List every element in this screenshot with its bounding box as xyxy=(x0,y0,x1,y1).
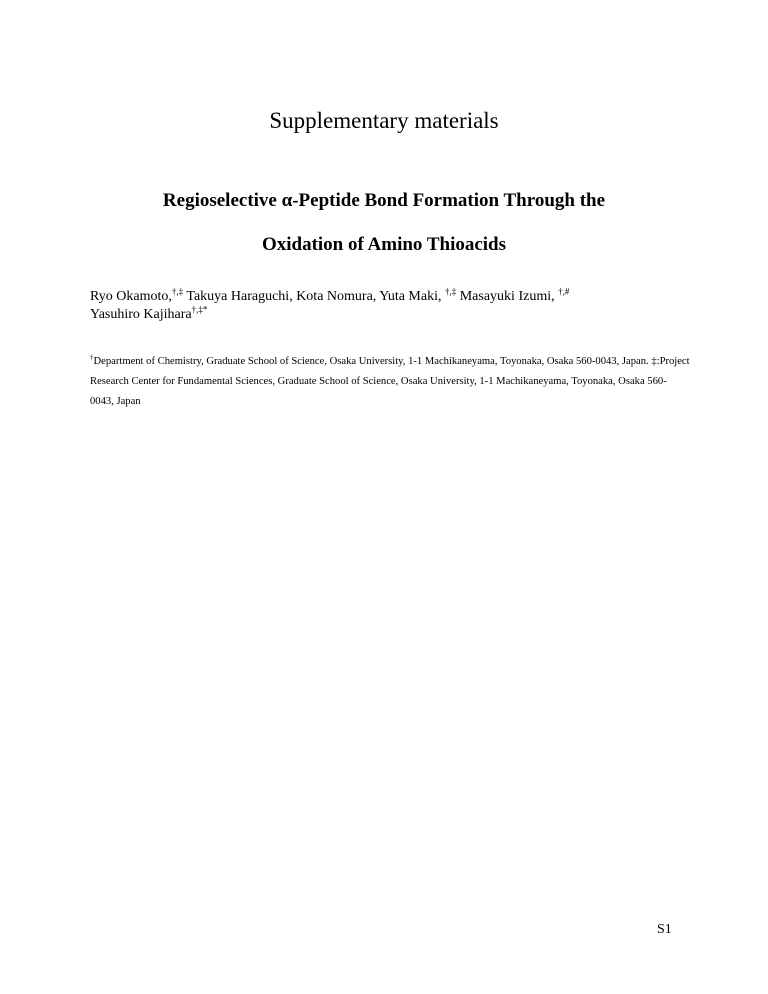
author-affiliation-mark: †,‡* xyxy=(191,304,208,315)
author-list xyxy=(90,288,690,324)
author-name: Takuya Haraguchi, Kota Nomura, Yuta Maki, xyxy=(183,289,445,304)
supplementary-heading: Supplementary materials xyxy=(269,108,499,133)
affiliation-text: :Project Research Center for Fundamental Sciences, Graduate School of Science, Osaka University, 1-1 Machikaneyama, Toyonaka, Osaka 560-0043, Japan xyxy=(90,356,690,407)
author-affiliation-mark: †,# xyxy=(558,286,570,297)
paper-title-line-2: Oxidation of Amino Thioacids xyxy=(261,234,507,255)
author-name: Masayuki Izumi, xyxy=(456,289,559,304)
affiliation-mark: † xyxy=(90,353,94,362)
author-name: Yasuhiro Kajihara xyxy=(90,307,192,322)
author-name: Ryo Okamoto, xyxy=(90,289,172,304)
paper-title-line-1: Regioselective α-Peptide Bond Formation Through the xyxy=(162,190,606,211)
author-affiliation-mark: †,‡ xyxy=(444,286,457,297)
page-number: S1 xyxy=(657,922,672,937)
affiliation-mark: ‡ xyxy=(651,356,657,367)
author-affiliation-mark: †,‡ xyxy=(171,286,184,297)
affiliation-text: Department of Chemistry, Graduate School of Science, Osaka University, 1-1 Machikaneyama, Toyonaka, Osaka 560-0043, Japan. xyxy=(93,356,652,367)
affiliations xyxy=(90,352,690,412)
